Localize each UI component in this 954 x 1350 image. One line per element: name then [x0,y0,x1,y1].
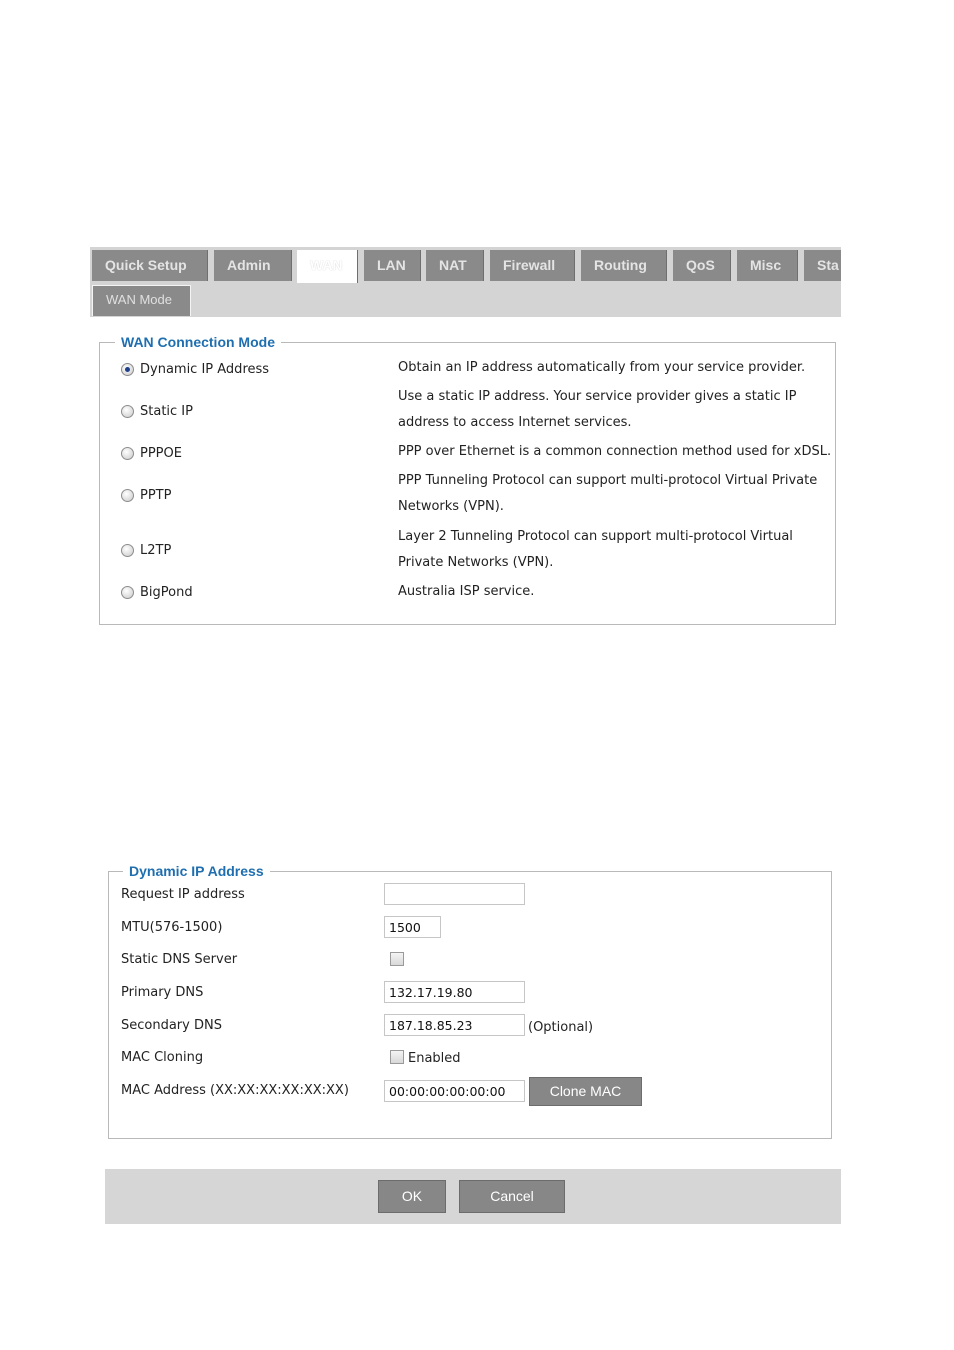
wan-connection-mode-panel [99,334,836,625]
radio-pppoe[interactable] [121,447,134,460]
request-ip-input[interactable] [384,883,525,905]
mac-cloning-enabled-label: Enabled [408,1051,461,1066]
mode-label: Dynamic IP Address [140,362,270,377]
tab-firewall[interactable]: Firewall [490,250,575,281]
subtab-wan-mode[interactable]: WAN Mode [92,285,191,316]
mode-label: BigPond [140,585,193,600]
tab-routing[interactable]: Routing [581,250,667,281]
mode-label: L2TP [140,543,172,558]
request-ip-label: Request IP address [121,887,245,902]
radio-static-ip[interactable] [121,405,134,418]
mode-description: PPP Tunneling Protocol can support multi-protocol Virtual Private Networks (VPN). [398,473,818,514]
mode-description: Australia ISP service. [398,584,535,599]
clone-mac-button[interactable]: Clone MAC [529,1077,642,1106]
tab-misc[interactable]: Misc [737,250,798,281]
mode-label: PPTP [140,488,172,503]
mode-label: PPPOE [140,446,182,461]
mac-address-label: MAC Address (XX:XX:XX:XX:XX:XX) [121,1083,349,1098]
footer-bar [105,1169,841,1224]
mtu-input[interactable] [384,916,441,938]
mode-description: Layer 2 Tunneling Protocol can support multi-protocol Virtual Private Networks (VPN). [398,529,793,570]
primary-dns-label: Primary DNS [121,985,204,1000]
ok-button[interactable]: OK [378,1180,446,1213]
secondary-dns-input[interactable] [384,1014,525,1036]
cancel-button[interactable]: Cancel [459,1180,565,1213]
tab-wan[interactable]: WAN [297,250,358,283]
static-dns-checkbox[interactable] [390,952,404,966]
radio-dynamic-ip[interactable] [121,363,134,376]
secondary-dns-label: Secondary DNS [121,1018,222,1033]
tab-quick-setup[interactable]: Quick Setup [92,250,208,281]
optional-note: (Optional) [528,1020,594,1035]
dynamic-ip-legend: Dynamic IP Address [123,862,270,880]
mtu-label: MTU(576-1500) [121,920,223,935]
radio-bigpond[interactable] [121,586,134,599]
primary-dns-input[interactable] [384,981,525,1003]
mode-description: Obtain an IP address automatically from your service provider. [398,360,806,375]
mode-label: Static IP [140,404,193,419]
wan-connection-mode-legend: WAN Connection Mode [115,333,281,351]
tab-lan[interactable]: LAN [364,250,421,281]
mac-cloning-checkbox[interactable] [390,1050,404,1064]
tab-qos[interactable]: QoS [673,250,731,281]
dynamic-ip-panel [108,863,832,1139]
mode-description: PPP over Ethernet is a common connection method used for xDSL. [398,444,832,459]
tab-admin[interactable]: Admin [214,250,292,281]
tab-status[interactable]: Sta [804,250,841,281]
tab-bar [90,247,841,317]
mode-description: Use a static IP address. Your service provider gives a static IP address to access Internet services. [398,389,797,430]
mac-cloning-label: MAC Cloning [121,1050,204,1065]
mac-address-input[interactable] [384,1080,525,1102]
tab-nat[interactable]: NAT [426,250,484,281]
radio-pptp[interactable] [121,489,134,502]
static-dns-label: Static DNS Server [121,952,238,967]
radio-l2tp[interactable] [121,544,134,557]
